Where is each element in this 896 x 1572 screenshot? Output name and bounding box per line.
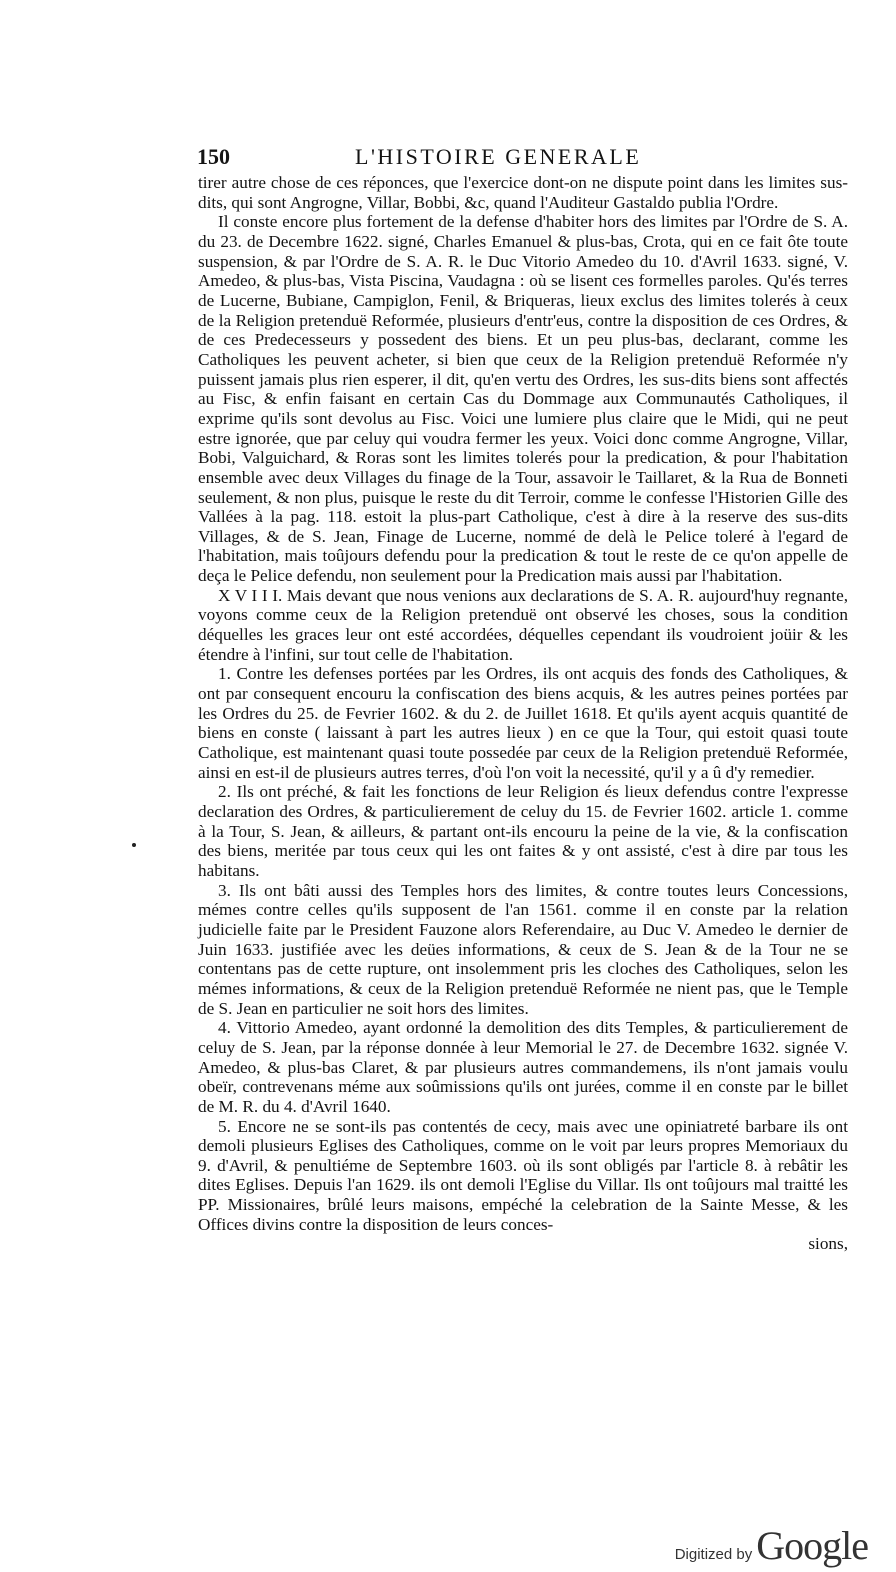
google-logo: Google: [756, 1523, 868, 1568]
paragraph-point-4: 4. Vittorio Amedeo, ayant ordonné la demolition des dits Temples, & particulierement de celuy de S. Jean, par la réponse donnée à leur Memorial le 27. de Decembre 1632. signée V. Amedeo, & plus-bas Claret, & par plusieurs autres commandemens, ils n'ont jamais voulu obeïr, contrevenans méme aux soûmissions qu'ils ont jurées, comme il en conste par le billet de M. R. du 4. d'Avril 1640.: [198, 1018, 848, 1116]
paragraph-limits-order: Il conste encore plus fortement de la defense d'habiter hors des limites par l'Ordre de S. A. du 23. de Decembre 1622. signé, Charles Emanuel & plus-bas, Crota, qui en ce fait ôte toute suspension, & par l'Ordre de S. A. R. le Duc Vitorio Amedeo du 10. d'Avril 1633. signé, V. Amedeo, & plus-bas, Vista Piscina, Vaudagna : où se lisent ces formelles paroles. Qu'és terres de Lucerne, Bubiane, Campiglon, Fenil, & Briqueras, lieux exclus des limites tolerés à ceux de la Religion pretenduë Reformée, plusieurs d'entr'eus, contre la disposition de ces Ordres, & de ces Predecesseurs y possedent des biens. Et un peu plus-bas, declarant, comme les Catholiques les peuvent acheter, si bien que ceux de la Religion pretenduë Reformée n'y puissent jamais plus rien esperer, il dit, qu'en vertu des Ordres, les sus-dits biens sont affectés au Fisc, & enfin faisant en certain Cas du Dommage aux Communautés Catholiques, il exprime qu'ils sont devolus au Fisc. Voici une lumiere plus claire que le Midi, qui ne peut estre ignorée, que par celuy qui voudra fermer les yeux. Voici donc comme Angrogne, Villar, Bobi, Valguichard, & Roras sont les limites tolerés pour la predication, & pour l'habitation ensemble avec deux Villages du finage de la Tour, assavoir le Taillaret, & la Rua de Bonneti seulement, & non plus, puisque le reste du dit Terroir, comme le confesse l'Historien Gille des Vallées à la pag. 118. estoit la plus-part Catholique, c'est à dire à la reserve des sus-dits Villages, & de S. Jean, Finage de Lucerne, nommé de delà le Pelice toleré à l'egard de l'habitation, mais toûjours defendu pour la predication & tout le reste de ce qu'on appelle de deça le Pelice defendu, non seulement pour la Predication mais aussi par l'habitation.: [198, 212, 848, 586]
paragraph-point-5: 5. Encore ne se sont-ils pas contentés de cecy, mais avec une opiniatreté barbare ils ont demoli plusieurs Eglises des Catholiques, comme on le voit par leurs propres Memoriaux du 9. d'Avril, & penultiéme de Septembre 1603. où ils sont obligés par l'article 8. à rebâtir les dites Eglises. Depuis l'an 1629. ils ont demoli l'Eglise du Villar. Ils ont toûjours mal traitté les PP. Missionaires, brûlé leurs maisons, empéché la celebration de la Sainte Messe, & les Offices divins contre la disposition de leurs conces-: [198, 1116, 848, 1234]
paragraph-continuation: tirer autre chose de ces réponces, que l'exercice dont-on ne dispute point dans les limites sus-dits, qui sont Angrogne, Villar, Bobbi, &c, quand l'Auditeur Gastaldo publia l'Ordre.: [198, 173, 848, 212]
catchword: sions,: [808, 1234, 848, 1254]
body-text: [198, 173, 848, 1254]
paragraph-point-3: 3. Ils ont bâti aussi des Temples hors des limites, & contre toutes leurs Concessions, mémes contre celles qu'ils supposent de l'an 1561. comme il en conste par la relation judicielle faite par le President Fauzone alors Referendaire, au Duc V. Amedeo le dernier de Juin 1633. justifiée avec les deües informations, & ceux de S. Jean & de la Tour ne se contentans pas de cette rupture, ont insolemment pris les cloches des Catholiques, selon les mémes informations, & ceux de la Religion pretenduë Reformée ne nient pas, que le Temple de S. Jean en particulier ne soit hors des limites.: [198, 880, 848, 1018]
page-number: 150: [197, 144, 230, 169]
ink-speck: [132, 843, 136, 847]
digitized-footer: [674, 1522, 868, 1568]
paragraph-section-xviii: X V I I I. Mais devant que nous venions aux declarations de S. A. R. aujourd'huy regnante, voyons comme ceux de la Religion pretenduë ont observé les choses, sous la condition déquelles les graces leur ont esté accordées, déquelles cependant ils voudroient joüir & les étendre à l'infini, sur tout celle de l'habitation.: [198, 585, 848, 664]
paragraph-point-1: 1. Contre les defenses portées par les Ordres, ils ont acquis des fonds des Catholiques, & ont par consequent encouru la confiscation des biens acquis, & les autres peines portées par les Ordres du 25. de Fevrier 1602. & du 2. de Juillet 1618. Et qu'ils ayent acquis quantité de biens en conste ( laissant à part les autres lieux ) en ce que la Tour, qui estoit quasi toute Catholique, est maintenant quasi toute possedée par ceux de la Religion pretenduë Reformée, ainsi en est-il de plusieurs autres terres, d'où l'on voit la necessité, qu'il y a û d'y remedier.: [198, 664, 848, 782]
running-title: L'HISTOIRE GENERALE: [355, 144, 642, 169]
paragraph-point-2: 2. Ils ont préché, & fait les fonctions de leur Religion és lieux defendus contre l'expresse declaration des Ordres, & particulierement de celuy du 15. de Fevrier 1602. article 1. comme à la Tour, S. Jean, & ailleurs, & partant ont-ils encouru la peine de la vie, & la confiscation des biens, meritée par tous ceux qui les ont faites & y ont assisté, c'est à dire par tous les habitans.: [198, 782, 848, 880]
digitized-label: Digitized by: [674, 1546, 753, 1563]
page-header: [197, 144, 847, 174]
